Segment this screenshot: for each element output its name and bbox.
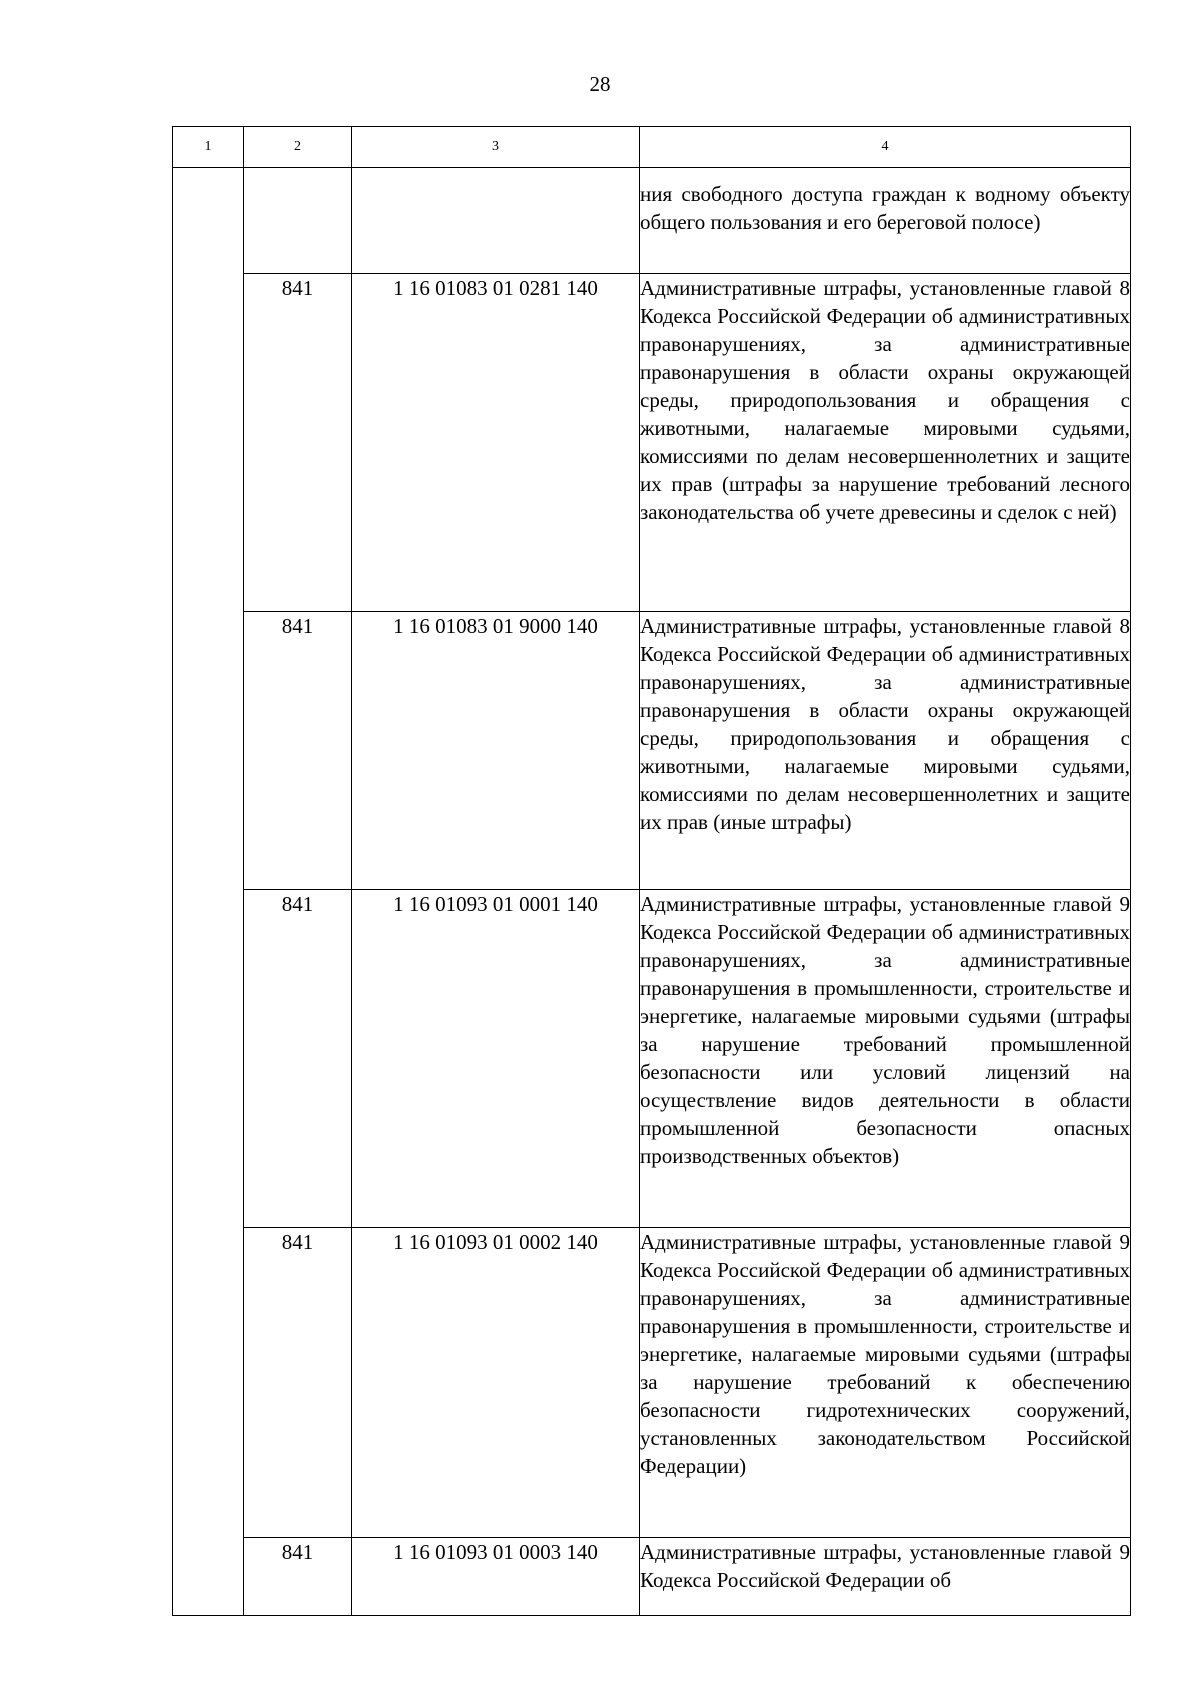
description-cell: ния свободного доступа граждан к водному объекту общего пользования и его береговой полосе) <box>640 168 1131 274</box>
budget-code-cell: 1 16 01083 01 9000 140 <box>352 612 640 890</box>
table-row <box>173 612 1131 890</box>
column-header-4: 4 <box>640 127 1131 168</box>
admin-code-cell: 841 <box>244 1228 352 1538</box>
description-cell: Административные штрафы, установленные главой 9 Кодекса Российской Федерации об административных правонарушениях, за административные правонарушения в промышленности, строительстве и энергетике, налагаемые мировыми судьями (штрафы за нарушение требований к обеспечению безопасности гидротехнических сооружений, установленных законодательством Российской Федерации) <box>640 1228 1131 1538</box>
description-cell: Административные штрафы, установленные главой 9 Кодекса Российской Федерации об административных правонарушениях, за административные правонарушения в промышленности, строительстве и энергетике, налагаемые мировыми судьями (штрафы за нарушение требований промышленной безопасности или условий лицензий на осуществление видов деятельности в области промышленной безопасности опасных производственных объектов) <box>640 890 1131 1228</box>
budget-code-cell <box>352 168 640 274</box>
column-header-1: 1 <box>173 127 244 168</box>
column-1-cell <box>173 168 244 1616</box>
description-cell: Административные штрафы, установленные главой 8 Кодекса Российской Федерации об административных правонарушениях, за административные правонарушения в области охраны окружающей среды, природопользования и обращения с животными, налагаемые мировыми судьями, комиссиями по делам несовершеннолетних и защите их прав (штрафы за нарушение требований лесного законодательства об учете древесины и сделок с ней) <box>640 274 1131 612</box>
admin-code-cell: 841 <box>244 612 352 890</box>
table-row <box>173 890 1131 1228</box>
table-row <box>173 1228 1131 1538</box>
budget-code-cell: 1 16 01083 01 0281 140 <box>352 274 640 612</box>
table-row <box>173 1538 1131 1616</box>
table-row <box>173 168 1131 274</box>
admin-code-cell <box>244 168 352 274</box>
column-header-3: 3 <box>352 127 640 168</box>
budget-code-cell: 1 16 01093 01 0002 140 <box>352 1228 640 1538</box>
budget-code-cell: 1 16 01093 01 0001 140 <box>352 890 640 1228</box>
admin-code-cell: 841 <box>244 890 352 1228</box>
description-cell: Административные штрафы, установленные главой 8 Кодекса Российской Федерации об административных правонарушениях, за административные правонарушения в области охраны окружающей среды, природопользования и обращения с животными, налагаемые мировыми судьями, комиссиями по делам несовершеннолетних и защите их прав (иные штрафы) <box>640 612 1131 890</box>
description-cell: Административные штрафы, установленные главой 9 Кодекса Российской Федерации об <box>640 1538 1131 1616</box>
column-header-2: 2 <box>244 127 352 168</box>
budget-codes-table <box>172 126 1131 1616</box>
table-row <box>173 274 1131 612</box>
budget-code-cell: 1 16 01093 01 0003 140 <box>352 1538 640 1616</box>
admin-code-cell: 841 <box>244 1538 352 1616</box>
admin-code-cell: 841 <box>244 274 352 612</box>
page-number: 28 <box>589 72 611 96</box>
table-header-row <box>173 127 1131 168</box>
